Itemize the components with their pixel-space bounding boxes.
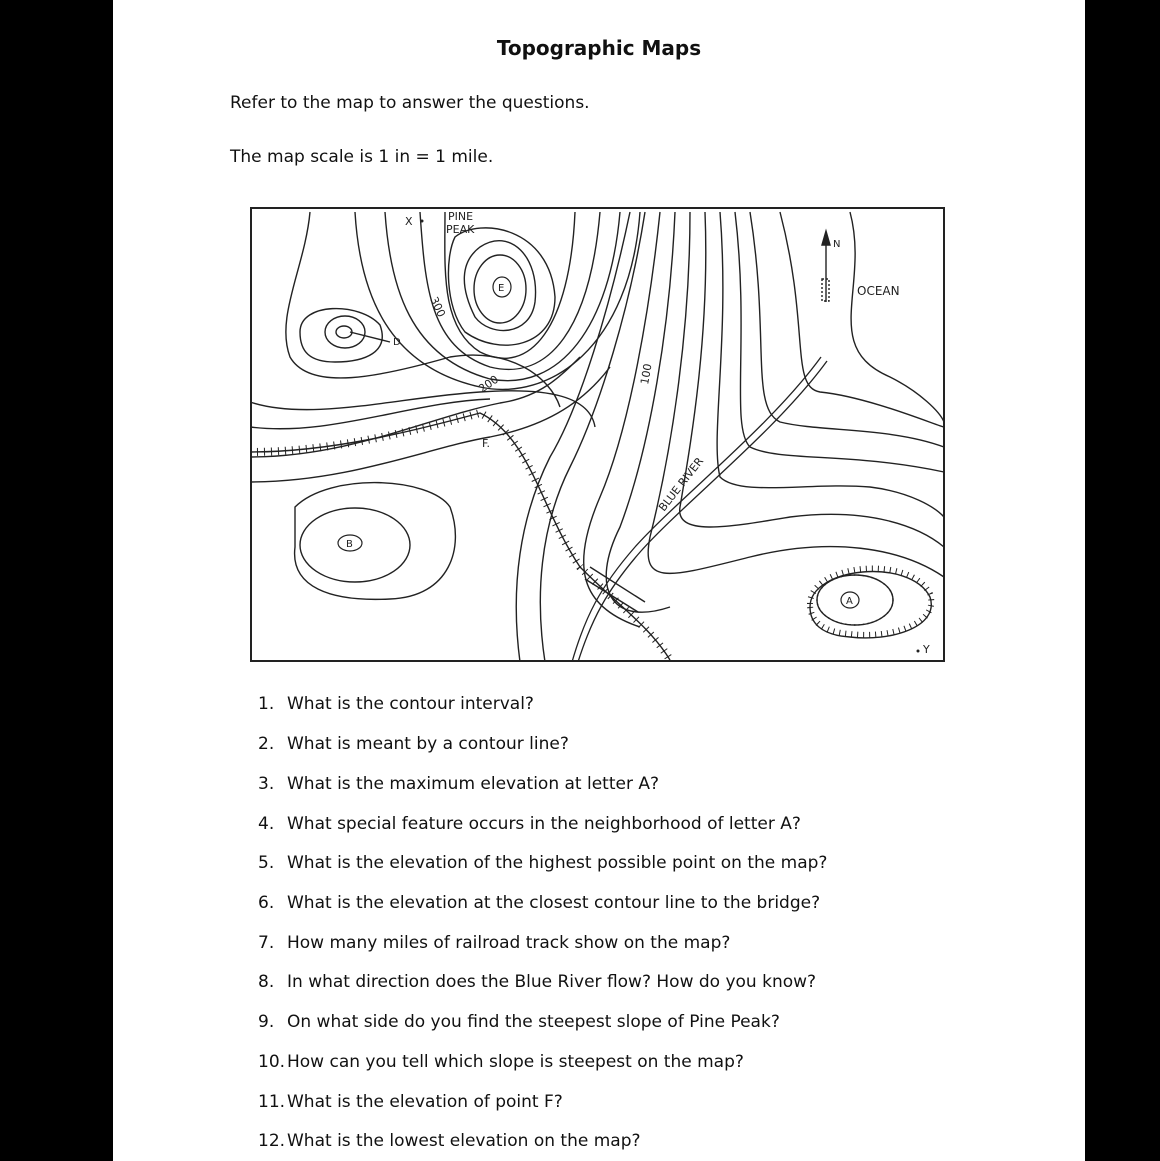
label-d: D: [393, 337, 401, 348]
topographic-map: [250, 207, 945, 662]
label-x: X: [405, 215, 413, 228]
slope-contours: [516, 212, 944, 662]
question-4: 4. What special feature occurs in the neighborhood of letter A?: [258, 814, 801, 834]
hill-b-contours: [295, 483, 456, 600]
label-b: B: [346, 539, 353, 550]
question-7: 7. How many miles of railroad track show on the map?: [258, 933, 731, 953]
label-contour-200: 200: [476, 372, 501, 396]
north-arrow-icon: [822, 231, 830, 302]
label-pine-peak-2: PEAK: [446, 223, 475, 236]
blue-river: [572, 357, 827, 662]
railroad: [250, 413, 670, 660]
label-contour-300: 300: [427, 294, 448, 320]
label-pine-peak: PINE: [448, 210, 474, 223]
label-blue-river: BLUE RIVER: [656, 454, 707, 514]
hill-a-contours: [810, 569, 931, 638]
question-5: 5. What is the elevation of the highest possible point on the map?: [258, 853, 828, 873]
question-6: 6. What is the elevation at the closest contour line to the bridge?: [258, 893, 821, 913]
label-north: N: [833, 239, 841, 250]
label-f: F.: [482, 437, 491, 450]
question-12: 12. What is the lowest elevation on the map?: [258, 1131, 641, 1151]
pine-peak-contours: [355, 212, 640, 389]
label-y: Y: [923, 643, 930, 656]
question-10: 10. How can you tell which slope is steepest on the map?: [258, 1052, 744, 1072]
label-a: A: [846, 596, 853, 607]
question-11: 11. What is the elevation of point F?: [258, 1092, 563, 1112]
question-1: 1. What is the contour interval?: [258, 694, 534, 714]
question-9: 9. On what side do you find the steepest slope of Pine Peak?: [258, 1012, 780, 1032]
worksheet-page: [113, 0, 1085, 1161]
page-title: Topographic Maps: [496, 36, 702, 60]
map-border: [251, 208, 944, 661]
question-8: 8. In what direction does the Blue River flow? How do you know?: [258, 972, 817, 992]
label-contour-100: 100: [638, 362, 655, 386]
question-2: 2. What is meant by a contour line?: [258, 734, 569, 754]
label-e: E: [498, 283, 505, 294]
scale-text: The map scale is 1 in = 1 mile.: [230, 147, 494, 167]
question-3: 3. What is the maximum elevation at letter A?: [258, 774, 660, 794]
intro-text: Refer to the map to answer the questions.: [230, 93, 590, 113]
label-ocean: OCEAN: [857, 284, 900, 298]
